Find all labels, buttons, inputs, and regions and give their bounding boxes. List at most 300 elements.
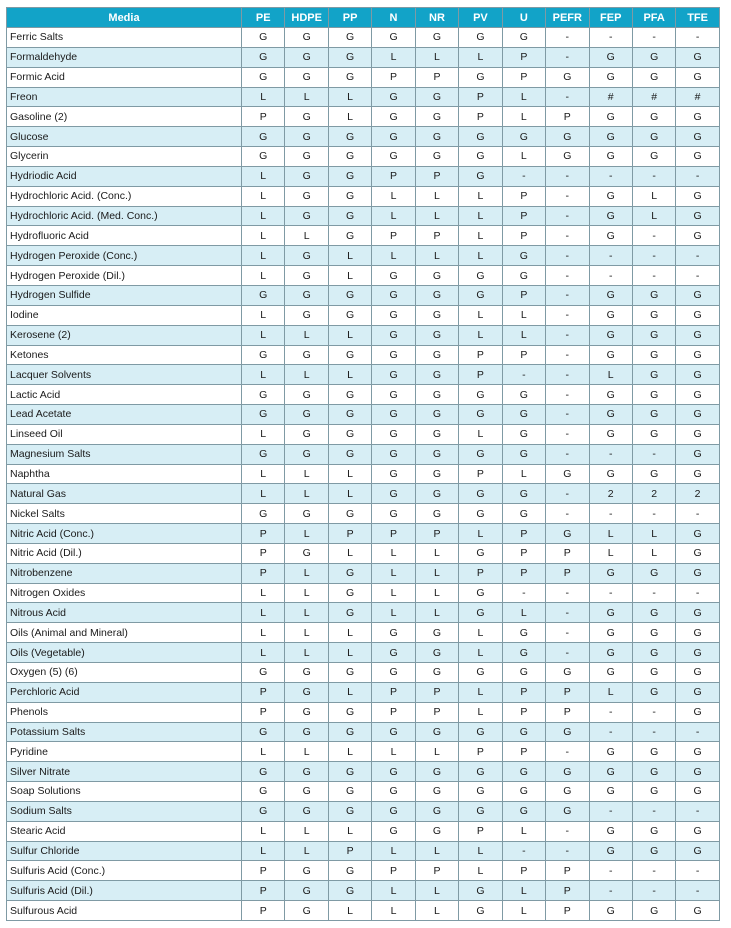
rating-cell-pp: P bbox=[328, 524, 371, 544]
rating-cell-pp: L bbox=[328, 682, 371, 702]
rating-cell-pv: L bbox=[459, 682, 502, 702]
rating-cell-tfe: G bbox=[676, 643, 719, 663]
rating-cell-pe: L bbox=[242, 424, 285, 444]
rating-cell-pv: P bbox=[459, 345, 502, 365]
rating-cell-pe: L bbox=[242, 643, 285, 663]
table-row bbox=[7, 226, 720, 246]
rating-cell-pp: L bbox=[328, 464, 371, 484]
media-name-cell: Stearic Acid bbox=[7, 821, 242, 841]
rating-cell-n: G bbox=[372, 782, 415, 802]
rating-cell-pe: G bbox=[242, 762, 285, 782]
rating-cell-tfe: G bbox=[676, 147, 719, 167]
rating-cell-u: L bbox=[502, 87, 545, 107]
rating-cell-fep: G bbox=[589, 424, 632, 444]
rating-cell-u: G bbox=[502, 801, 545, 821]
rating-cell-n: P bbox=[372, 524, 415, 544]
rating-cell-pp: L bbox=[328, 365, 371, 385]
rating-cell-pv: L bbox=[459, 643, 502, 663]
rating-cell-nr: G bbox=[415, 405, 458, 425]
rating-cell-nr: G bbox=[415, 325, 458, 345]
rating-cell-fep: G bbox=[589, 643, 632, 663]
media-name-cell: Perchloric Acid bbox=[7, 682, 242, 702]
rating-cell-pfa: G bbox=[632, 762, 675, 782]
table-row bbox=[7, 563, 720, 583]
rating-cell-n: L bbox=[372, 563, 415, 583]
rating-cell-tfe: - bbox=[676, 246, 719, 266]
table-row bbox=[7, 147, 720, 167]
rating-cell-pefr: - bbox=[546, 345, 589, 365]
rating-cell-pe: G bbox=[242, 67, 285, 87]
table-row bbox=[7, 524, 720, 544]
rating-cell-pv: P bbox=[459, 107, 502, 127]
rating-cell-fep: - bbox=[589, 266, 632, 286]
rating-cell-hdpe: L bbox=[285, 583, 328, 603]
rating-cell-nr: G bbox=[415, 107, 458, 127]
column-header-pfa: PFA bbox=[632, 8, 675, 28]
table-row bbox=[7, 246, 720, 266]
rating-cell-nr: P bbox=[415, 524, 458, 544]
rating-cell-tfe: 2 bbox=[676, 484, 719, 504]
rating-cell-pv: G bbox=[459, 583, 502, 603]
rating-cell-pv: G bbox=[459, 901, 502, 921]
table-row bbox=[7, 206, 720, 226]
rating-cell-fep: G bbox=[589, 603, 632, 623]
rating-cell-hdpe: L bbox=[285, 643, 328, 663]
table-row bbox=[7, 504, 720, 524]
rating-cell-tfe: G bbox=[676, 444, 719, 464]
rating-cell-pv: G bbox=[459, 782, 502, 802]
rating-cell-pv: G bbox=[459, 722, 502, 742]
media-name-cell: Hydrogen Sulfide bbox=[7, 285, 242, 305]
rating-cell-pefr: - bbox=[546, 603, 589, 623]
rating-cell-hdpe: G bbox=[285, 782, 328, 802]
rating-cell-nr: P bbox=[415, 67, 458, 87]
rating-cell-pfa: - bbox=[632, 444, 675, 464]
media-name-cell: Glycerin bbox=[7, 147, 242, 167]
rating-cell-pv: G bbox=[459, 385, 502, 405]
media-name-cell: Hydrogen Peroxide (Dil.) bbox=[7, 266, 242, 286]
rating-cell-pefr: G bbox=[546, 782, 589, 802]
rating-cell-nr: P bbox=[415, 226, 458, 246]
rating-cell-pv: G bbox=[459, 266, 502, 286]
rating-cell-u: P bbox=[502, 206, 545, 226]
rating-cell-pv: L bbox=[459, 206, 502, 226]
table-row bbox=[7, 67, 720, 87]
table-row bbox=[7, 28, 720, 48]
rating-cell-fep: G bbox=[589, 47, 632, 67]
table-row bbox=[7, 623, 720, 643]
rating-cell-pv: L bbox=[459, 47, 502, 67]
rating-cell-n: G bbox=[372, 365, 415, 385]
rating-cell-tfe: - bbox=[676, 504, 719, 524]
rating-cell-pp: G bbox=[328, 504, 371, 524]
rating-cell-pe: P bbox=[242, 702, 285, 722]
rating-cell-pp: G bbox=[328, 147, 371, 167]
rating-cell-n: L bbox=[372, 603, 415, 623]
rating-cell-hdpe: L bbox=[285, 524, 328, 544]
rating-cell-pe: P bbox=[242, 524, 285, 544]
rating-cell-fep: G bbox=[589, 305, 632, 325]
rating-cell-n: P bbox=[372, 67, 415, 87]
table-row bbox=[7, 127, 720, 147]
rating-cell-hdpe: G bbox=[285, 682, 328, 702]
rating-cell-nr: G bbox=[415, 87, 458, 107]
rating-cell-pe: G bbox=[242, 504, 285, 524]
rating-cell-nr: G bbox=[415, 663, 458, 683]
rating-cell-tfe: G bbox=[676, 603, 719, 623]
table-row bbox=[7, 663, 720, 683]
media-name-cell: Nitrogen Oxides bbox=[7, 583, 242, 603]
rating-cell-tfe: - bbox=[676, 881, 719, 901]
rating-cell-n: G bbox=[372, 504, 415, 524]
rating-cell-pfa: - bbox=[632, 583, 675, 603]
rating-cell-pv: G bbox=[459, 504, 502, 524]
rating-cell-hdpe: L bbox=[285, 841, 328, 861]
rating-cell-pfa: G bbox=[632, 821, 675, 841]
rating-cell-pefr: - bbox=[546, 266, 589, 286]
rating-cell-pe: L bbox=[242, 186, 285, 206]
rating-cell-nr: G bbox=[415, 127, 458, 147]
rating-cell-pe: L bbox=[242, 603, 285, 623]
rating-cell-pp: L bbox=[328, 246, 371, 266]
rating-cell-pp: G bbox=[328, 762, 371, 782]
rating-cell-pfa: - bbox=[632, 246, 675, 266]
rating-cell-n: P bbox=[372, 702, 415, 722]
rating-cell-pv: G bbox=[459, 762, 502, 782]
rating-cell-n: L bbox=[372, 206, 415, 226]
rating-cell-nr: G bbox=[415, 643, 458, 663]
rating-cell-pefr: G bbox=[546, 147, 589, 167]
rating-cell-pp: G bbox=[328, 702, 371, 722]
rating-cell-pefr: G bbox=[546, 67, 589, 87]
rating-cell-u: L bbox=[502, 901, 545, 921]
rating-cell-fep: G bbox=[589, 663, 632, 683]
rating-cell-hdpe: L bbox=[285, 742, 328, 762]
table-row bbox=[7, 285, 720, 305]
rating-cell-pfa: G bbox=[632, 682, 675, 702]
rating-cell-pefr: - bbox=[546, 623, 589, 643]
rating-cell-nr: G bbox=[415, 722, 458, 742]
table-row bbox=[7, 424, 720, 444]
rating-cell-pefr: - bbox=[546, 206, 589, 226]
rating-cell-tfe: G bbox=[676, 127, 719, 147]
rating-cell-pv: L bbox=[459, 325, 502, 345]
rating-cell-u: G bbox=[502, 266, 545, 286]
rating-cell-n: G bbox=[372, 484, 415, 504]
rating-cell-nr: L bbox=[415, 543, 458, 563]
rating-cell-pe: L bbox=[242, 226, 285, 246]
rating-cell-hdpe: L bbox=[285, 226, 328, 246]
rating-cell-nr: G bbox=[415, 285, 458, 305]
rating-cell-pv: G bbox=[459, 285, 502, 305]
rating-cell-pefr: P bbox=[546, 861, 589, 881]
column-header-pe: PE bbox=[242, 8, 285, 28]
rating-cell-pv: G bbox=[459, 127, 502, 147]
rating-cell-fep: L bbox=[589, 524, 632, 544]
rating-cell-tfe: G bbox=[676, 841, 719, 861]
rating-cell-u: G bbox=[502, 385, 545, 405]
rating-cell-pp: G bbox=[328, 424, 371, 444]
table-row bbox=[7, 742, 720, 762]
rating-cell-fep: - bbox=[589, 861, 632, 881]
rating-cell-hdpe: L bbox=[285, 365, 328, 385]
rating-cell-n: G bbox=[372, 722, 415, 742]
rating-cell-hdpe: G bbox=[285, 722, 328, 742]
rating-cell-fep: G bbox=[589, 67, 632, 87]
rating-cell-pefr: P bbox=[546, 881, 589, 901]
table-row bbox=[7, 325, 720, 345]
rating-cell-pfa: G bbox=[632, 643, 675, 663]
rating-cell-nr: L bbox=[415, 881, 458, 901]
rating-cell-pe: L bbox=[242, 464, 285, 484]
rating-cell-fep: G bbox=[589, 901, 632, 921]
rating-cell-nr: G bbox=[415, 762, 458, 782]
rating-cell-tfe: G bbox=[676, 563, 719, 583]
rating-cell-fep: - bbox=[589, 583, 632, 603]
rating-cell-pp: G bbox=[328, 186, 371, 206]
rating-cell-pe: L bbox=[242, 742, 285, 762]
rating-cell-pfa: L bbox=[632, 186, 675, 206]
rating-cell-tfe: - bbox=[676, 722, 719, 742]
rating-cell-tfe: G bbox=[676, 821, 719, 841]
rating-cell-nr: G bbox=[415, 385, 458, 405]
media-name-cell: Hydrogen Peroxide (Conc.) bbox=[7, 246, 242, 266]
rating-cell-pfa: G bbox=[632, 901, 675, 921]
rating-cell-pe: L bbox=[242, 246, 285, 266]
rating-cell-pv: P bbox=[459, 742, 502, 762]
media-name-cell: Sulfuris Acid (Conc.) bbox=[7, 861, 242, 881]
rating-cell-pp: G bbox=[328, 583, 371, 603]
rating-cell-tfe: G bbox=[676, 623, 719, 643]
rating-cell-n: G bbox=[372, 464, 415, 484]
table-row bbox=[7, 702, 720, 722]
rating-cell-fep: G bbox=[589, 345, 632, 365]
rating-cell-fep: G bbox=[589, 563, 632, 583]
media-name-cell: Sulfuris Acid (Dil.) bbox=[7, 881, 242, 901]
table-row bbox=[7, 682, 720, 702]
rating-cell-hdpe: L bbox=[285, 563, 328, 583]
rating-cell-hdpe: G bbox=[285, 147, 328, 167]
rating-cell-hdpe: G bbox=[285, 405, 328, 425]
rating-cell-pfa: - bbox=[632, 226, 675, 246]
table-row bbox=[7, 107, 720, 127]
rating-cell-pefr: - bbox=[546, 166, 589, 186]
rating-cell-tfe: G bbox=[676, 464, 719, 484]
table-row bbox=[7, 841, 720, 861]
table-row bbox=[7, 861, 720, 881]
rating-cell-hdpe: G bbox=[285, 166, 328, 186]
rating-cell-nr: P bbox=[415, 861, 458, 881]
rating-cell-pe: P bbox=[242, 563, 285, 583]
rating-cell-hdpe: G bbox=[285, 305, 328, 325]
rating-cell-n: G bbox=[372, 801, 415, 821]
rating-cell-pe: G bbox=[242, 285, 285, 305]
column-header-fep: FEP bbox=[589, 8, 632, 28]
rating-cell-n: L bbox=[372, 543, 415, 563]
media-name-cell: Lead Acetate bbox=[7, 405, 242, 425]
rating-cell-pefr: - bbox=[546, 365, 589, 385]
rating-cell-nr: P bbox=[415, 702, 458, 722]
rating-cell-fep: G bbox=[589, 623, 632, 643]
rating-cell-tfe: - bbox=[676, 801, 719, 821]
rating-cell-pe: G bbox=[242, 444, 285, 464]
rating-cell-tfe: G bbox=[676, 206, 719, 226]
rating-cell-u: L bbox=[502, 305, 545, 325]
rating-cell-tfe: G bbox=[676, 226, 719, 246]
rating-cell-pefr: - bbox=[546, 87, 589, 107]
rating-cell-pv: L bbox=[459, 702, 502, 722]
rating-cell-u: G bbox=[502, 643, 545, 663]
rating-cell-nr: G bbox=[415, 147, 458, 167]
rating-cell-nr: L bbox=[415, 186, 458, 206]
rating-cell-tfe: G bbox=[676, 742, 719, 762]
rating-cell-tfe: G bbox=[676, 186, 719, 206]
rating-cell-hdpe: G bbox=[285, 345, 328, 365]
rating-cell-nr: G bbox=[415, 623, 458, 643]
rating-cell-hdpe: G bbox=[285, 762, 328, 782]
media-name-cell: Naphtha bbox=[7, 464, 242, 484]
rating-cell-pp: L bbox=[328, 484, 371, 504]
rating-cell-fep: # bbox=[589, 87, 632, 107]
rating-cell-nr: L bbox=[415, 246, 458, 266]
rating-cell-u: P bbox=[502, 67, 545, 87]
rating-cell-pv: G bbox=[459, 444, 502, 464]
rating-cell-fep: - bbox=[589, 246, 632, 266]
rating-cell-pv: L bbox=[459, 305, 502, 325]
rating-cell-pfa: - bbox=[632, 504, 675, 524]
rating-cell-fep: - bbox=[589, 881, 632, 901]
rating-cell-pfa: G bbox=[632, 663, 675, 683]
media-name-cell: Natural Gas bbox=[7, 484, 242, 504]
rating-cell-pfa: G bbox=[632, 147, 675, 167]
table-row bbox=[7, 186, 720, 206]
rating-cell-n: G bbox=[372, 424, 415, 444]
rating-cell-u: G bbox=[502, 762, 545, 782]
rating-cell-pefr: - bbox=[546, 226, 589, 246]
rating-cell-hdpe: G bbox=[285, 901, 328, 921]
rating-cell-nr: G bbox=[415, 305, 458, 325]
table-row bbox=[7, 345, 720, 365]
rating-cell-u: L bbox=[502, 325, 545, 345]
table-row bbox=[7, 305, 720, 325]
rating-cell-pv: G bbox=[459, 543, 502, 563]
rating-cell-pefr: P bbox=[546, 702, 589, 722]
rating-cell-nr: L bbox=[415, 583, 458, 603]
rating-cell-fep: - bbox=[589, 801, 632, 821]
rating-cell-pefr: - bbox=[546, 246, 589, 266]
rating-cell-pe: P bbox=[242, 861, 285, 881]
rating-cell-fep: L bbox=[589, 365, 632, 385]
rating-cell-hdpe: L bbox=[285, 325, 328, 345]
rating-cell-pv: L bbox=[459, 246, 502, 266]
rating-cell-tfe: G bbox=[676, 67, 719, 87]
rating-cell-pfa: G bbox=[632, 385, 675, 405]
rating-cell-pp: L bbox=[328, 901, 371, 921]
rating-cell-hdpe: G bbox=[285, 285, 328, 305]
rating-cell-hdpe: G bbox=[285, 424, 328, 444]
rating-cell-u: G bbox=[502, 504, 545, 524]
rating-cell-pefr: G bbox=[546, 663, 589, 683]
rating-cell-pfa: G bbox=[632, 107, 675, 127]
rating-cell-pefr: P bbox=[546, 563, 589, 583]
rating-cell-pfa: G bbox=[632, 127, 675, 147]
rating-cell-u: L bbox=[502, 107, 545, 127]
rating-cell-pv: P bbox=[459, 464, 502, 484]
rating-cell-pp: L bbox=[328, 643, 371, 663]
rating-cell-fep: 2 bbox=[589, 484, 632, 504]
rating-cell-nr: G bbox=[415, 266, 458, 286]
rating-cell-pfa: G bbox=[632, 603, 675, 623]
rating-cell-nr: G bbox=[415, 444, 458, 464]
rating-cell-n: G bbox=[372, 444, 415, 464]
media-name-cell: Freon bbox=[7, 87, 242, 107]
rating-cell-u: G bbox=[502, 127, 545, 147]
rating-cell-u: L bbox=[502, 821, 545, 841]
rating-cell-fep: G bbox=[589, 405, 632, 425]
rating-cell-tfe: # bbox=[676, 87, 719, 107]
rating-cell-pe: L bbox=[242, 325, 285, 345]
media-name-cell: Iodine bbox=[7, 305, 242, 325]
rating-cell-pfa: G bbox=[632, 841, 675, 861]
rating-cell-u: P bbox=[502, 702, 545, 722]
rating-cell-pe: P bbox=[242, 107, 285, 127]
rating-cell-hdpe: G bbox=[285, 881, 328, 901]
rating-cell-pv: L bbox=[459, 226, 502, 246]
rating-cell-pv: L bbox=[459, 424, 502, 444]
rating-cell-nr: G bbox=[415, 782, 458, 802]
rating-cell-pfa: L bbox=[632, 543, 675, 563]
rating-cell-tfe: G bbox=[676, 663, 719, 683]
rating-cell-u: G bbox=[502, 782, 545, 802]
rating-cell-n: L bbox=[372, 881, 415, 901]
rating-cell-tfe: G bbox=[676, 385, 719, 405]
rating-cell-u: - bbox=[502, 841, 545, 861]
rating-cell-pe: G bbox=[242, 28, 285, 48]
rating-cell-pp: L bbox=[328, 623, 371, 643]
rating-cell-pefr: - bbox=[546, 484, 589, 504]
rating-cell-u: P bbox=[502, 742, 545, 762]
rating-cell-pp: G bbox=[328, 563, 371, 583]
rating-cell-tfe: G bbox=[676, 702, 719, 722]
rating-cell-pe: G bbox=[242, 385, 285, 405]
rating-cell-tfe: - bbox=[676, 266, 719, 286]
rating-cell-pefr: G bbox=[546, 801, 589, 821]
rating-cell-pfa: - bbox=[632, 702, 675, 722]
rating-cell-u: G bbox=[502, 623, 545, 643]
rating-cell-pe: G bbox=[242, 47, 285, 67]
rating-cell-pefr: - bbox=[546, 583, 589, 603]
rating-cell-nr: G bbox=[415, 504, 458, 524]
media-name-cell: Kerosene (2) bbox=[7, 325, 242, 345]
rating-cell-pefr: - bbox=[546, 742, 589, 762]
rating-cell-pv: P bbox=[459, 87, 502, 107]
rating-cell-hdpe: G bbox=[285, 861, 328, 881]
rating-cell-pefr: - bbox=[546, 285, 589, 305]
rating-cell-pp: G bbox=[328, 47, 371, 67]
rating-cell-fep: - bbox=[589, 702, 632, 722]
rating-cell-nr: G bbox=[415, 424, 458, 444]
table-body bbox=[7, 28, 720, 921]
rating-cell-pv: G bbox=[459, 67, 502, 87]
rating-cell-fep: - bbox=[589, 444, 632, 464]
rating-cell-n: L bbox=[372, 742, 415, 762]
rating-cell-hdpe: G bbox=[285, 67, 328, 87]
media-name-cell: Glucose bbox=[7, 127, 242, 147]
rating-cell-pe: G bbox=[242, 345, 285, 365]
table-row bbox=[7, 266, 720, 286]
media-name-cell: Nitrobenzene bbox=[7, 563, 242, 583]
rating-cell-pe: L bbox=[242, 206, 285, 226]
